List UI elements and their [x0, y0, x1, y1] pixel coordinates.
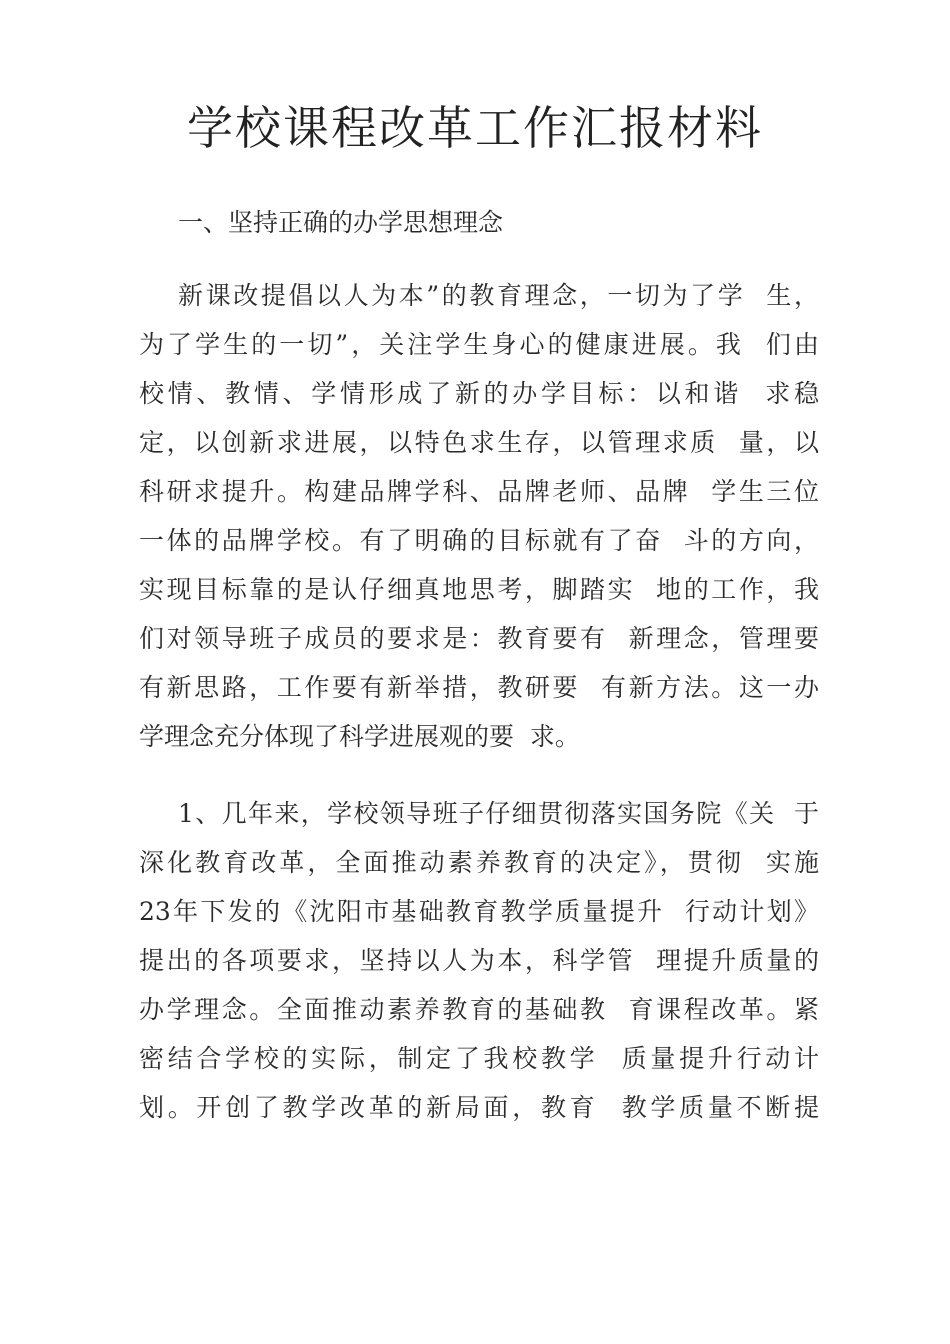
- paragraph-line: 校情、教情、学情形成了新的办学目标：以和谐 求稳: [139, 379, 819, 408]
- paragraph-line: 实现目标靠的是认仔细真地思考，脚踏实 地的工作，我: [139, 575, 819, 604]
- paragraph-line: 提出的各项要求，坚持以人为本，科学管 理提升质量的: [139, 946, 819, 975]
- paragraph-line: 密结合学校的实际，制定了我校教学 质量提升行动计: [139, 1044, 819, 1073]
- paragraph-line: 定，以创新求进展，以特色求生存，以管理求质 量，以: [139, 428, 819, 457]
- paragraph-line: 23年下发的《沈阳市基础教育教学质量提升 行动计划》: [139, 897, 819, 926]
- section-heading: 一、坚持正确的办学思想理念: [178, 208, 504, 237]
- paragraph-line: 们对领导班子成员的要求是：教育要有 新理念，管理要: [139, 624, 819, 653]
- paragraph-line: 有新思路，工作要有新举措，教研要 有新方法。这一办: [139, 673, 819, 702]
- paragraph-line: 为了学生的一切”，关注学生身心的健康进展。我 们由: [139, 330, 819, 359]
- paragraph-line: 学理念充分体现了科学进展观的要 求。: [139, 722, 580, 751]
- paragraph-line: 深化教育改革，全面推动素养教育的决定》，贯彻 实施: [139, 848, 819, 877]
- paragraph-line: 新课改提倡以人为本”的教育理念，一切为了学 生，: [178, 281, 819, 310]
- paragraph-line: 办学理念。全面推动素养教育的基础教 育课程改革。紧: [139, 995, 819, 1024]
- paragraph-line: 科研求提升。构建品牌学科、品牌老师、品牌 学生三位: [139, 477, 819, 506]
- paragraph-line: 划。开创了教学改革的新局面，教育 教学质量不断提: [139, 1093, 819, 1122]
- paragraph-line: 一体的品牌学校。有了明确的目标就有了奋 斗的方向，: [139, 526, 819, 555]
- paragraph-line: 1、几年来，学校领导班子仔细贯彻落实国务院《关 于: [178, 799, 819, 828]
- document-title: 学校课程改革工作汇报材料: [187, 101, 763, 155]
